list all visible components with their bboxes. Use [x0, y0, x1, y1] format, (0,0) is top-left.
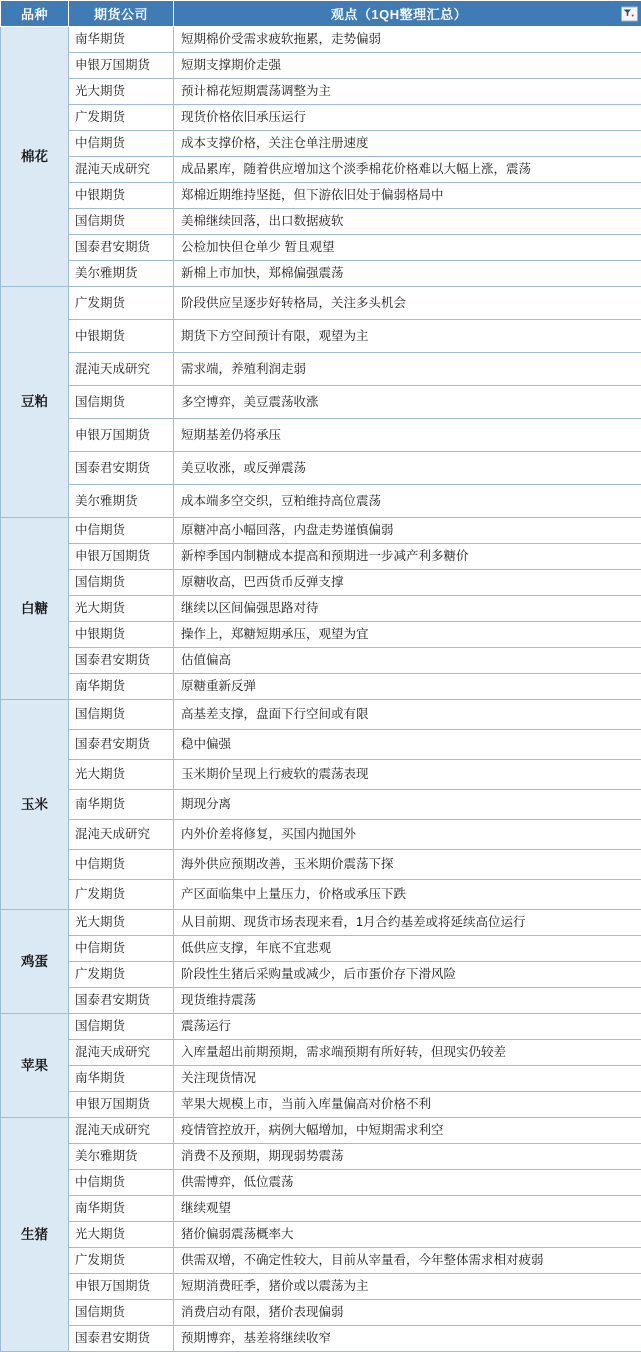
company-cell: 申银万国期货	[69, 1274, 174, 1300]
company-cell: 国泰君安期货	[69, 452, 174, 485]
view-cell: 短期消费旺季，猪价或以震荡为主	[174, 1274, 641, 1300]
view-cell: 现货维持震荡	[174, 988, 641, 1014]
company-cell: 光大期货	[69, 910, 174, 936]
company-cell: 申银万国期货	[69, 544, 174, 570]
company-cell: 国泰君安期货	[69, 988, 174, 1014]
table-row	[1, 544, 641, 570]
table-row	[1, 209, 641, 235]
table-row	[1, 674, 641, 700]
view-cell: 公检加快但仓单少 暂且观望	[174, 235, 641, 261]
company-cell: 中信期货	[69, 850, 174, 880]
company-cell: 国信期货	[69, 700, 174, 730]
view-cell: 消费不及预期，期现弱势震荡	[174, 1144, 641, 1170]
table-row	[1, 596, 641, 622]
view-cell: 短期支撑期价走强	[174, 53, 641, 79]
table-row	[1, 850, 641, 880]
view-cell: 短期棉价受需求疲软拖累，走势偏弱	[174, 27, 641, 53]
company-cell: 中信期货	[69, 131, 174, 157]
table-row	[1, 157, 641, 183]
view-cell: 期现分离	[174, 790, 641, 820]
view-cell: 苹果大规模上市，当前入库量偏高对价格不利	[174, 1092, 641, 1118]
company-cell: 美尔雅期货	[69, 485, 174, 518]
header-cell-category: 品种	[1, 1, 69, 27]
view-cell: 继续观望	[174, 1196, 641, 1222]
table-row	[1, 760, 641, 790]
table-row	[1, 988, 641, 1014]
table-row	[1, 105, 641, 131]
company-cell: 南华期货	[69, 27, 174, 53]
view-cell: 成本支撑价格，关注仓单注册速度	[174, 131, 641, 157]
view-cell: 稳中偏强	[174, 730, 641, 760]
table-row	[1, 962, 641, 988]
category-cell: 白糖	[1, 518, 69, 700]
table-row	[1, 1092, 641, 1118]
company-cell: 光大期货	[69, 1222, 174, 1248]
table-row	[1, 1300, 641, 1326]
company-cell: 国泰君安期货	[69, 730, 174, 760]
view-cell: 供需双增，不确定性较大，目前从宰量看，今年整体需求相对疲弱	[174, 1248, 641, 1274]
company-cell: 南华期货	[69, 1066, 174, 1092]
view-cell: 美棉继续回落，出口数据疲软	[174, 209, 641, 235]
view-cell: 现货价格依旧承压运行	[174, 105, 641, 131]
table-row	[1, 1014, 641, 1040]
company-cell: 广发期货	[69, 287, 174, 320]
company-cell: 国泰君安期货	[69, 235, 174, 261]
table-row	[1, 485, 641, 518]
company-cell: 国信期货	[69, 570, 174, 596]
company-cell: 国信期货	[69, 209, 174, 235]
table-row	[1, 790, 641, 820]
category-cell: 玉米	[1, 700, 69, 910]
view-cell: 产区面临集中上量压力，价格或承压下跌	[174, 880, 641, 910]
category-cell: 苹果	[1, 1014, 69, 1118]
view-cell: 成本端多空交织，豆粕维持高位震荡	[174, 485, 641, 518]
view-cell: 原糖收高，巴西货币反弹支撑	[174, 570, 641, 596]
category-cell: 生猪	[1, 1118, 69, 1352]
table-row	[1, 452, 641, 485]
table-row	[1, 910, 641, 936]
table-row	[1, 320, 641, 353]
view-cell: 操作上，郑糖短期承压，观望为宜	[174, 622, 641, 648]
table-row	[1, 730, 641, 760]
company-cell: 混沌天成研究	[69, 1040, 174, 1066]
company-cell: 申银万国期货	[69, 419, 174, 452]
view-cell: 短期基差仍将承压	[174, 419, 641, 452]
table-row	[1, 648, 641, 674]
table-row	[1, 820, 641, 850]
company-cell: 美尔雅期货	[69, 261, 174, 287]
table-row	[1, 622, 641, 648]
header-view-label: 观点（1QH整理汇总）	[331, 7, 467, 22]
table-row	[1, 1170, 641, 1196]
company-cell: 光大期货	[69, 760, 174, 790]
company-cell: 混沌天成研究	[69, 353, 174, 386]
table-row	[1, 79, 641, 105]
view-cell: 美豆收涨，或反弹震荡	[174, 452, 641, 485]
table-row	[1, 518, 641, 544]
company-cell: 广发期货	[69, 962, 174, 988]
company-cell: 中信期货	[69, 518, 174, 544]
view-cell: 供需博弈，低位震荡	[174, 1170, 641, 1196]
company-cell: 国泰君安期货	[69, 648, 174, 674]
table-row	[1, 570, 641, 596]
category-cell: 棉花	[1, 27, 69, 287]
company-cell: 广发期货	[69, 880, 174, 910]
view-cell: 原糖冲高小幅回落，内盘走势谨慎偏弱	[174, 518, 641, 544]
company-cell: 广发期货	[69, 105, 174, 131]
category-cell: 豆粕	[1, 287, 69, 518]
company-cell: 广发期货	[69, 1248, 174, 1274]
view-cell: 玉米期价呈现上行疲软的震荡表现	[174, 760, 641, 790]
company-cell: 中信期货	[69, 1170, 174, 1196]
view-cell: 原糖重新反弹	[174, 674, 641, 700]
company-cell: 混沌天成研究	[69, 820, 174, 850]
view-cell: 关注现货情况	[174, 1066, 641, 1092]
view-cell: 继续以区间偏强思路对待	[174, 596, 641, 622]
view-cell: 阶段供应呈逐步好转格局，关注多头机会	[174, 287, 641, 320]
view-cell: 海外供应预期改善，玉米期价震荡下探	[174, 850, 641, 880]
view-cell: 疫情管控放开，病例大幅增加，中短期需求利空	[174, 1118, 641, 1144]
view-cell: 新榨季国内制糖成本提高和预期进一步减产利多糖价	[174, 544, 641, 570]
company-cell: 国信期货	[69, 1014, 174, 1040]
table-row	[1, 131, 641, 157]
company-cell: 中银期货	[69, 320, 174, 353]
view-cell: 入库量超出前期预期，需求端预期有所好转，但现实仍较差	[174, 1040, 641, 1066]
company-cell: 混沌天成研究	[69, 157, 174, 183]
view-cell: 高基差支撑，盘面下行空间或有限	[174, 700, 641, 730]
company-cell: 申银万国期货	[69, 53, 174, 79]
view-cell: 成品累库，随着供应增加这个淡季棉花价格难以大幅上涨，震荡	[174, 157, 641, 183]
view-cell: 内外价差将修复，买国内抛国外	[174, 820, 641, 850]
filter-icon[interactable]	[621, 6, 638, 21]
view-cell: 郑棉近期维持坚挺，但下游依旧处于偏弱格局中	[174, 183, 641, 209]
company-cell: 光大期货	[69, 79, 174, 105]
company-cell: 中银期货	[69, 183, 174, 209]
table-header	[1, 1, 641, 27]
view-cell: 新棉上市加快，郑棉偏强震荡	[174, 261, 641, 287]
company-cell: 中银期货	[69, 622, 174, 648]
company-cell: 美尔雅期货	[69, 1144, 174, 1170]
view-cell: 需求端，养殖利润走弱	[174, 353, 641, 386]
table-body	[1, 27, 641, 1352]
table-row	[1, 27, 641, 53]
view-cell: 预计棉花短期震荡调整为主	[174, 79, 641, 105]
header-cell-view	[174, 1, 641, 27]
table-row	[1, 1040, 641, 1066]
table-row	[1, 1118, 641, 1144]
view-cell: 估值偏高	[174, 648, 641, 674]
company-cell: 南华期货	[69, 790, 174, 820]
table-row	[1, 386, 641, 419]
table-row	[1, 287, 641, 320]
company-cell: 国信期货	[69, 1300, 174, 1326]
table-row	[1, 235, 641, 261]
table-row	[1, 880, 641, 910]
table-row	[1, 1222, 641, 1248]
category-cell: 鸡蛋	[1, 910, 69, 1014]
table-row	[1, 1274, 641, 1300]
header-row	[1, 1, 641, 27]
view-cell: 消费启动有限，猪价表现偏弱	[174, 1300, 641, 1326]
company-cell: 混沌天成研究	[69, 1118, 174, 1144]
table-row	[1, 1144, 641, 1170]
table-row	[1, 700, 641, 730]
view-cell: 阶段性生猪后采购量或减少，后市蛋价存下滑风险	[174, 962, 641, 988]
table-row	[1, 1066, 641, 1092]
view-cell: 从目前期、现货市场表现来看，1月合约基差或将延续高位运行	[174, 910, 641, 936]
table-row	[1, 261, 641, 287]
view-cell: 多空博弈，美豆震荡收涨	[174, 386, 641, 419]
table-row	[1, 1248, 641, 1274]
company-cell: 南华期货	[69, 674, 174, 700]
company-cell: 中信期货	[69, 936, 174, 962]
table-row	[1, 936, 641, 962]
company-cell: 南华期货	[69, 1196, 174, 1222]
company-cell: 申银万国期货	[69, 1092, 174, 1118]
company-cell: 国信期货	[69, 386, 174, 419]
view-cell: 低供应支撑，年底不宜悲观	[174, 936, 641, 962]
view-cell: 期货下方空间预计有限，观望为主	[174, 320, 641, 353]
table-row	[1, 183, 641, 209]
company-cell: 光大期货	[69, 596, 174, 622]
table-row	[1, 353, 641, 386]
table-row	[1, 1196, 641, 1222]
view-cell: 预期博弈，基差将继续收窄	[174, 1326, 641, 1352]
table-row	[1, 53, 641, 79]
company-cell: 国泰君安期货	[69, 1326, 174, 1352]
header-cell-company: 期货公司	[69, 1, 174, 27]
table-row	[1, 419, 641, 452]
view-cell: 猪价偏弱震荡概率大	[174, 1222, 641, 1248]
view-cell: 震荡运行	[174, 1014, 641, 1040]
